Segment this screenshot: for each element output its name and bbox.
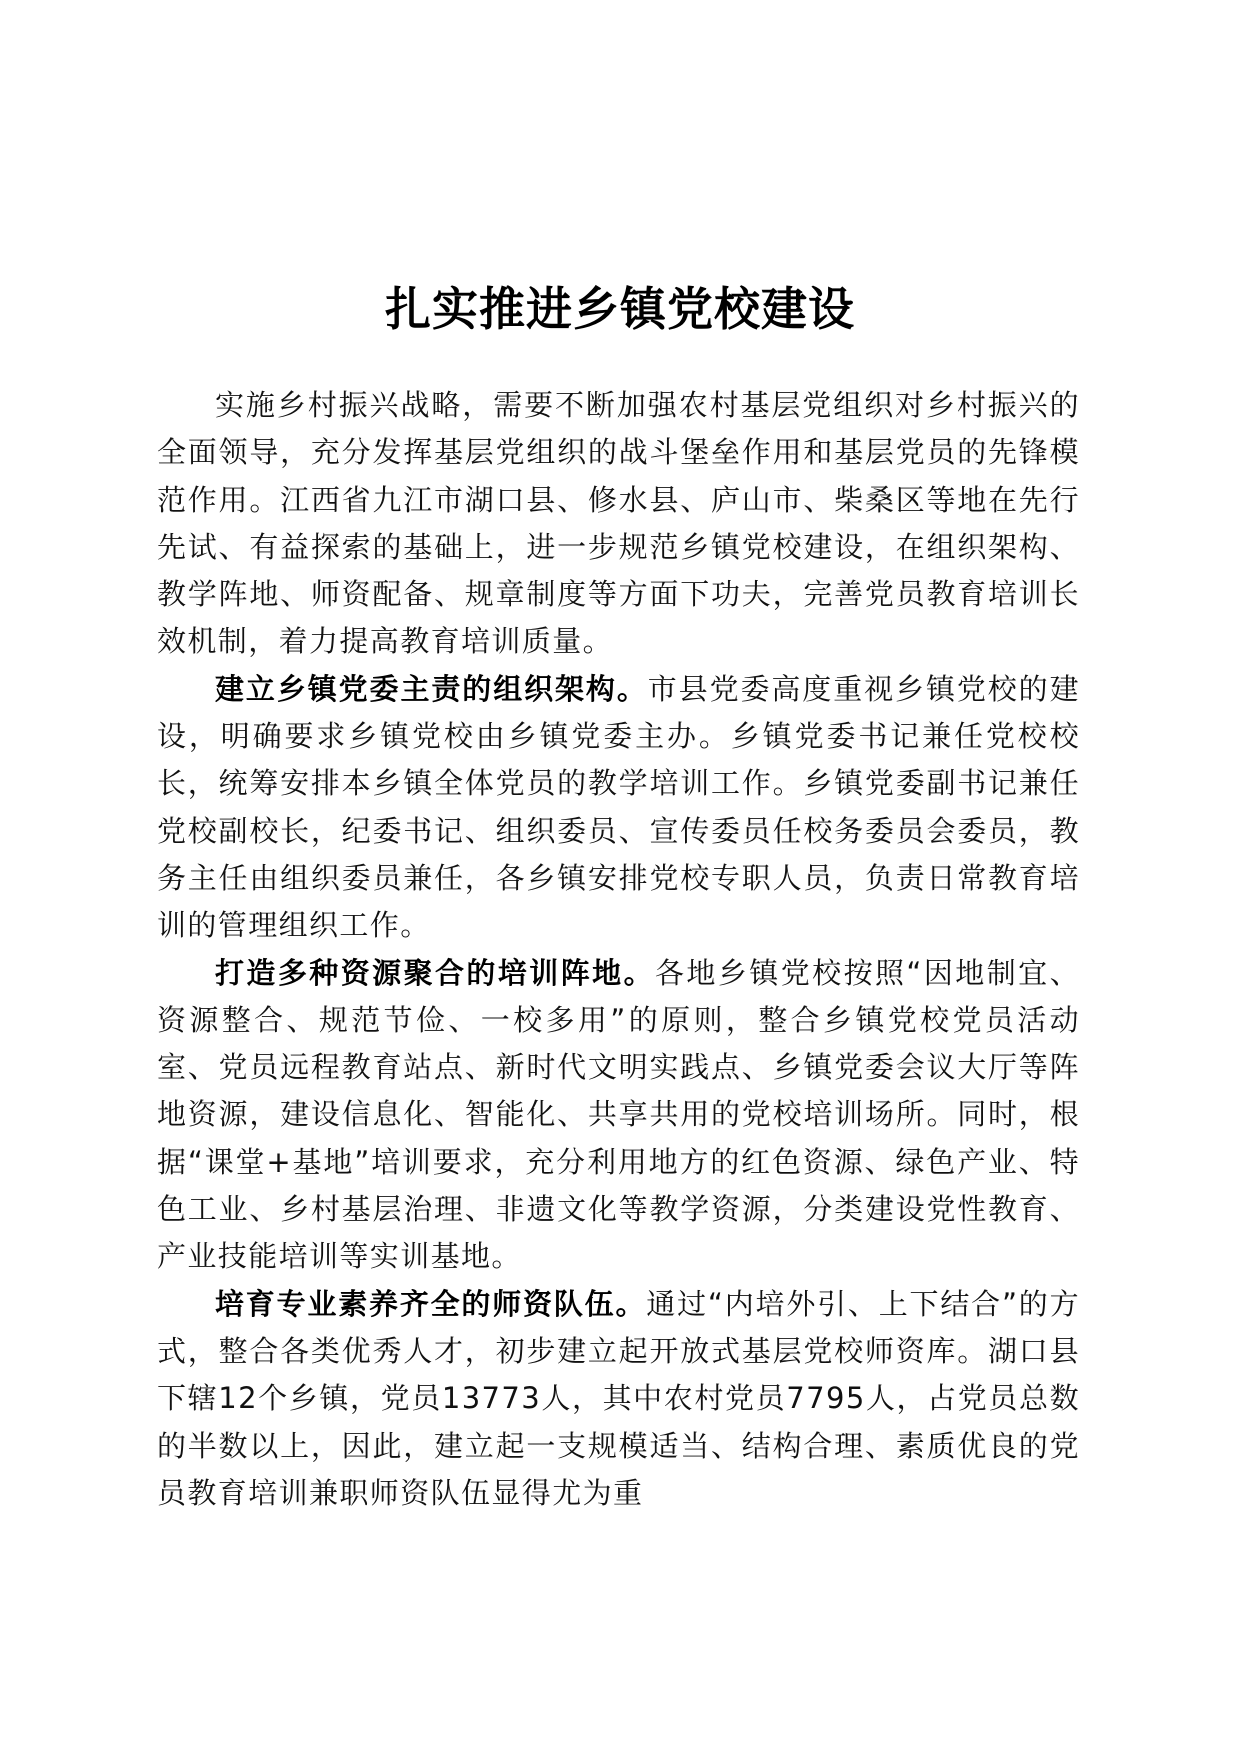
paragraph-text: 市县党委高度重视乡镇党校的建设，明确要求乡镇党校由乡镇党委主办。乡镇党委书记兼任党校校长，统筹安排本乡镇全体党员的教学培训工作。乡镇党委副书记兼任党校副校长，纪委书记、组织委员、宣传委员任校务委员会委员，教务主任由组织委员兼任，各乡镇安排党校专职人员，负责日常教育培训的管理组织工作。 bbox=[157, 671, 1080, 943]
paragraph-heading: 培育专业素养齐全的师资队伍。 bbox=[215, 1286, 647, 1321]
paragraph-text: 通过“内培外引、上下结合”的方式，整合各类优秀人才，初步建立起开放式基层党校师资库。湖口县下辖12个乡镇，党员13773人，其中农村党员7795人，占党员总数的半数以上，因此，建立起一支规模适当、结构合理、素质优良的党员教育培训兼职师资队伍显得尤为重 bbox=[157, 1286, 1080, 1510]
paragraph-intro bbox=[157, 382, 1080, 666]
paragraph-text: 各地乡镇党校按照“因地制宜、资源整合、规范节俭、一校多用”的原则，整合乡镇党校党员活动室、党员远程教育站点、新时代文明实践点、乡镇党委会议大厅等阵地资源，建设信息化、智能化、共享共用的党校培训场所。同时，根据“课堂+基地”培训要求，充分利用地方的红色资源、绿色产业、特色工业、乡村基层治理、非遗文化等教学资源，分类建设党性教育、产业技能培训等实训基地。 bbox=[157, 955, 1080, 1274]
paragraph-heading: 打造多种资源聚合的培训阵地。 bbox=[215, 955, 655, 990]
document-body bbox=[157, 382, 1080, 1517]
paragraph-text: 实施乡村振兴战略，需要不断加强农村基层党组织对乡村振兴的全面领导，充分发挥基层党组织的战斗堡垒作用和基层党员的先锋模范作用。江西省九江市湖口县、修水县、庐山市、柴桑区等地在先行先试、有益探索的基础上，进一步规范乡镇党校建设，在组织架构、教学阵地、师资配备、规章制度等方面下功夫，完善党员教育培训长效机制，着力提高教育培训质量。 bbox=[157, 388, 1080, 659]
paragraph-organization bbox=[157, 666, 1080, 950]
paragraph-heading: 建立乡镇党委主责的组织架构。 bbox=[215, 671, 648, 706]
paragraph-teachers bbox=[157, 1281, 1080, 1517]
document-title: 扎实推进乡镇党校建设 bbox=[385, 281, 855, 336]
paragraph-training-base bbox=[157, 950, 1080, 1281]
